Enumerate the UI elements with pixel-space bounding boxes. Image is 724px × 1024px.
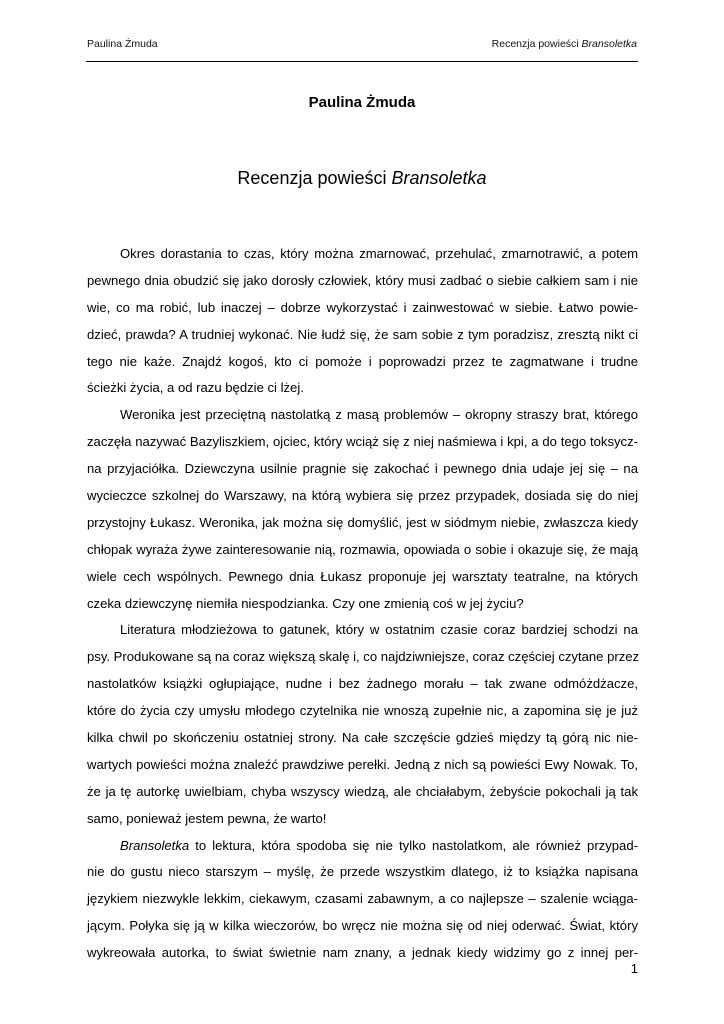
page-number: 1: [630, 961, 638, 976]
header-rule: [86, 61, 638, 62]
review-title-prefix: Recenzja powieści: [237, 168, 392, 188]
review-title: [0, 168, 724, 189]
paragraph-2-line-8: czeka dziewczynę niemiła niespodzianka. Czy one zmienią coś w jej życiu?: [87, 595, 524, 611]
review-body: [87, 241, 638, 967]
paragraph-2-line-3: na przyjaciółka. Dziewczyna usilnie pragnie się zakochać i pewnego dnia udaje jej się – na: [87, 461, 638, 477]
paragraph-1-line-5: tego nie każe. Znajdź kogoś, kto ci pomoże i poprowadzi przez te zagmatwane i trudne: [87, 353, 638, 369]
paragraph-3-line-6: wartych powieści można znaleźć prawdziwe perełki. Jedną z nich są powieści Ewy Nowak. To,: [87, 756, 638, 772]
paragraph-1-line-1: Okres dorastania to czas, który można zmarnować, przehulać, zmarnotrawić, a potem: [120, 246, 638, 261]
paragraph-4-line-5: wykreowała autorka, to świat świetnie nam znany, a jednak kiedy widzimy go z innej per-: [87, 945, 638, 961]
paragraph-4-line-2: nie do gustu nieco starszym – myślę, że przede wszystkim dlatego, iż to książka napisana: [87, 864, 638, 880]
paragraph-4-line-1-text: to lektura, która spodoba się nie tylko nastolatkom, ale również przypad-: [189, 837, 638, 853]
paragraph-1-line-2: pewnego dnia obudzić się jako dorosły człowiek, który musi zadbać o siebie całkiem sam i nie: [87, 272, 638, 288]
paragraph-1-line-6: ścieżki życia, a od razu będzie ci lżej.: [87, 380, 304, 396]
paragraph-3-line-2: psy. Produkowane są na coraz większą skalę i, co najdziwniejsze, coraz częściej czytane przez: [87, 649, 640, 665]
paragraph-3-line-4: które do życia czy umysłu młodego czytelnika nie wnoszą zupełnie nic, a zapomina się je już: [87, 703, 638, 719]
paragraph-4-line-1: [87, 833, 638, 860]
paragraph-4-line-3: językiem niezwykle lekkim, ciekawym, czasami zabawnym, a co najlepsze – szalenie wciąga-: [87, 891, 638, 907]
header-title: [492, 38, 637, 50]
paragraph-1-line-4: dzieć, prawda? A trudniej wykonać. Nie łudź się, że sam sobie z tym poradzisz, zresztą nikt ci: [87, 326, 638, 342]
paragraph-2-line-6: chłopak wyraża żywe zainteresowanie nią, rozmawia, opowiada o sobie i okazuje się, że mają: [87, 541, 638, 557]
paragraph-2-line-7: wiele cech wspólnych. Pewnego dnia Łukasz proponuje jej warsztaty teatralne, na których: [87, 568, 638, 584]
paragraph-3-line-8: samo, ponieważ jestem pewna, że warto!: [87, 810, 327, 826]
paragraph-4-book-title: Bransoletka: [120, 837, 190, 853]
author-name: Paulina Żmuda: [308, 94, 416, 111]
paragraph-4-line-4: jącym. Połyka się ją w kilka wieczorów, bo wręcz nie można się od niej oderwać. Świat, który: [87, 918, 638, 934]
paragraph-2-line-5: przystojny Łukasz. Weronika, jak można się domyślić, jest w siódmym niebie, zwłaszcza kiedy: [87, 514, 638, 530]
header-author: Paulina Żmuda: [87, 38, 158, 50]
paragraph-1-line-3: wie, co ma robić, lub inaczej – dobrze wykorzystać i zainwestować w siebie. Łatwo powie-: [87, 299, 638, 315]
paragraph-2-line-4: wycieczce szkolnej do Warszawy, na którą wybiera się przez przypadek, dosiada się do niej: [87, 488, 638, 504]
paragraph-3-line-7: że ja tę autorkę uwielbiam, chyba wszyscy wiedzą, ale chciałabym, żebyście pokochali ją tak: [87, 783, 638, 799]
paragraph-2-line-1: Weronika jest przeciętną nastolatką z masą problemów – okropny straszy brat, którego: [120, 407, 638, 423]
paragraph-3-line-3: nastolatków książki ogłupiające, nudne i bez żadnego morału – tak zwane odmóżdżacze,: [87, 676, 638, 692]
header-title-book: Bransoletka: [581, 38, 637, 50]
paragraph-2-line-2: zaczęła nazywać Bazyliszkiem, ojciec, który wciąż się z niej naśmiewa i kpi, a do tego toksycz-: [87, 434, 638, 450]
paragraph-3-line-5: kilka chwil po skończeniu ostatniej strony. Na całe szczęście gdzieś między tą górą nic nie-: [87, 730, 638, 746]
review-title-book: Bransoletka: [391, 168, 487, 188]
paragraph-3-line-1: Literatura młodzieżowa to gatunek, który w ostatnim czasie coraz bardziej schodzi na: [120, 622, 638, 638]
header-title-prefix: Recenzja powieści: [491, 38, 582, 50]
